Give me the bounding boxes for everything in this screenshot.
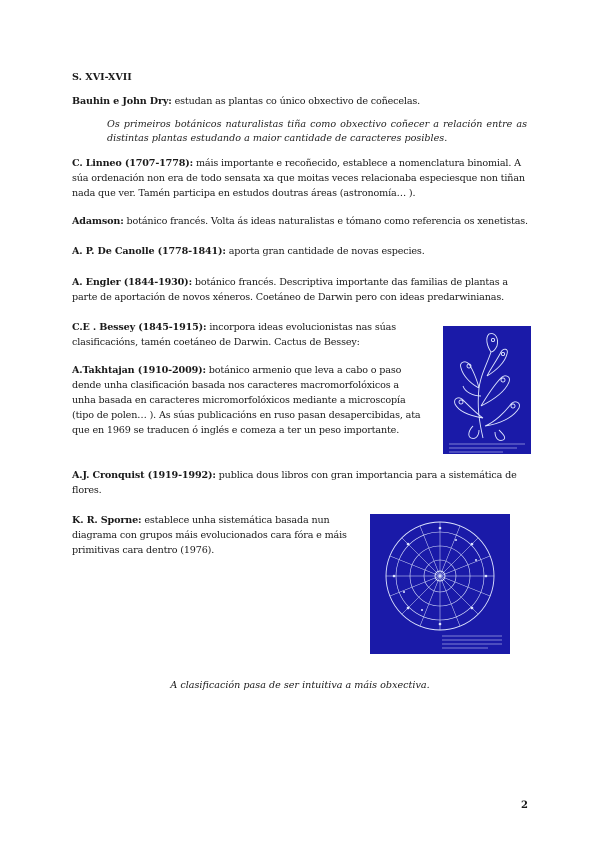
entry-text: estudan as plantas co único obxectivo de coñecelas. [171, 96, 421, 107]
entry-bessey [72, 320, 402, 350]
entry-adamson [72, 214, 532, 229]
entry-name: K. R. Sporne: [72, 515, 142, 526]
entry-takhtajan [72, 363, 422, 438]
entry-text: botánico armenio que leva a cabo o paso dende unha clasificación basada nos caracteres macromorfolóxicos a unha basada en caracteres micromorfolóxicos mediante a microscopía (tipo de polen… ). As súas publicacións en ruso pasan desapercibidas, ata que en 1969 se traducen ó inglés e comeza a ter un peso importante. [72, 365, 421, 436]
bessey-cactus-figure [443, 326, 531, 454]
entry-candolle [72, 244, 532, 259]
entry-linneo [72, 156, 532, 201]
entry-text: aporta gran cantidade de novas especies. [225, 246, 425, 257]
entry-text: botánico francés. Descriptiva importante das familias de plantas a parte de aportación de novos xéneros. Coetáneo de Darwin pero con ideas predarwinianas. [72, 277, 508, 303]
entry-text: incorpora ideas evolucionistas nas súas clasificacións, tamén coetáneo de Darwin. Cactus de Bessey: [72, 322, 396, 348]
entry-name: A. Engler (1844-1930): [72, 277, 192, 288]
page-number: 2 [521, 800, 528, 811]
closing-caption: A clasificación pasa de ser intuitiva a máis obxectiva. [170, 680, 430, 691]
entry-name: A.J. Cronquist (1919-1992): [72, 470, 216, 481]
quote-text: Os primeiros botánicos naturalistas tiña como obxectivo coñecer a relación entre as distintas plantas estudando a maior cantidade de caracteres posibles. [107, 119, 527, 144]
entry-cronquist [72, 468, 532, 498]
entry-name: C.E . Bessey (1845-1915): [72, 322, 207, 333]
cactus-diagram-icon [443, 326, 531, 454]
entry-engler [72, 275, 532, 305]
entry-name: Adamson: [72, 216, 124, 227]
entry-text: máis importante e recoñecido, establece a nomenclatura binomial. A súa ordenación non era de todo sensata xa que moitas veces relacionaba especiesque non tiñan nada que ver. Tamén participa en estudos doutras áreas (astronomía… ). [72, 158, 525, 199]
entry-text: establece unha sistemática basada nun diagrama con grupos máis evolucionados cara fóra e máis primitivas cara dentro (1976). [72, 515, 347, 556]
entry-name: A.Takhtajan (1910-2009): [72, 365, 206, 376]
section-heading: S. XVI-XVII [72, 72, 132, 83]
entry-sporne [72, 513, 362, 558]
entry-name: Bauhin e John Dry: [72, 96, 172, 107]
entry-text: publica dous libros con gran importancia para a sistemática de flores. [72, 470, 517, 496]
sporne-diagram-figure [370, 514, 510, 654]
entry-name: C. Linneo (1707-1778): [72, 158, 194, 169]
entry-text: botánico francés. Volta ás ideas naturalistas e tómano como referencia os xenetistas. [123, 216, 528, 227]
entry-name: A. P. De Canolle (1778-1841): [72, 246, 226, 257]
entry-bauhin [72, 94, 532, 109]
circular-diagram-icon [370, 514, 510, 654]
